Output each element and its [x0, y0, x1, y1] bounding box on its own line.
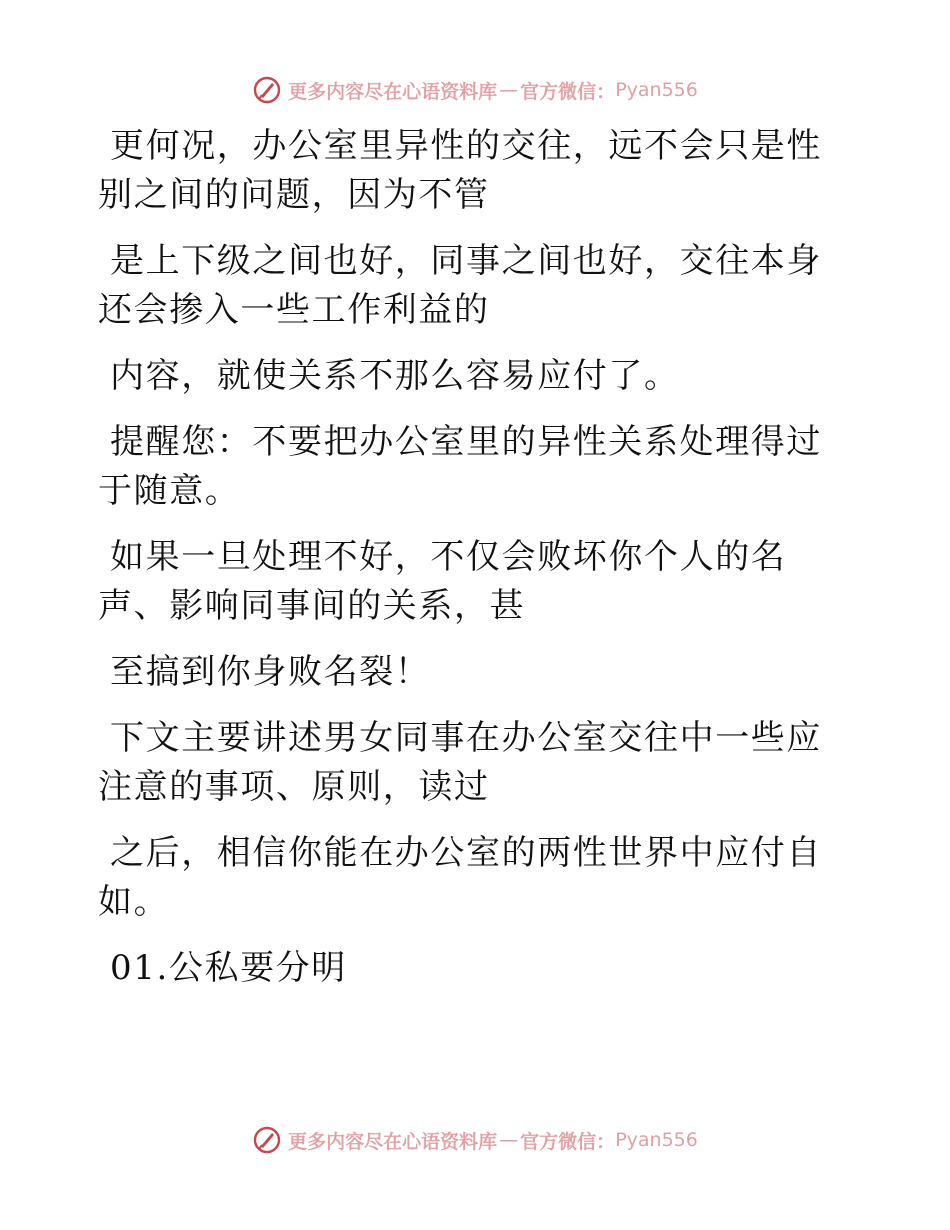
- section-heading: 01.公私要分明: [110, 948, 347, 988]
- paragraph: 如果一旦处理不好，不仅会败坏你个人的名声、影响同事间的关系，甚: [98, 537, 787, 626]
- paragraph: 提醒您：不要把办公室里的异性关系处理得过于随意。: [98, 422, 822, 511]
- watermark-separator: —: [499, 79, 519, 101]
- header-watermark: [0, 70, 950, 110]
- watermark-wechat-label: 官方微信：: [520, 80, 616, 103]
- paragraph: 至搞到你身败名裂！: [110, 652, 431, 692]
- watermark-separator: —: [499, 1129, 519, 1151]
- paragraph: 内容，就使关系不那么容易应付了。: [110, 356, 680, 396]
- watermark-promo-text: 更多内容尽在心语资料库: [288, 80, 498, 103]
- paragraph: 之后，相信你能在办公室的两性世界中应付自如。: [98, 833, 822, 922]
- quill-pen-circle-icon: [252, 1125, 282, 1155]
- watermark-wechat-id: Pyan556: [615, 1129, 698, 1151]
- document-body: [98, 122, 838, 1010]
- quill-pen-circle-icon: [252, 75, 282, 105]
- footer-watermark: [0, 1120, 950, 1160]
- watermark-wechat-label: 官方微信：: [520, 1130, 616, 1153]
- watermark-wechat-id: Pyan556: [615, 79, 698, 101]
- paragraph: 是上下级之间也好，同事之间也好，交往本身还会掺入一些工作利益的: [98, 241, 822, 330]
- paragraph: 更何况，办公室里异性的交往，远不会只是性别之间的问题，因为不管: [98, 126, 822, 215]
- paragraph: 下文主要讲述男女同事在办公室交往中一些应注意的事项、原则，读过: [98, 718, 822, 807]
- watermark-promo-text: 更多内容尽在心语资料库: [288, 1130, 498, 1153]
